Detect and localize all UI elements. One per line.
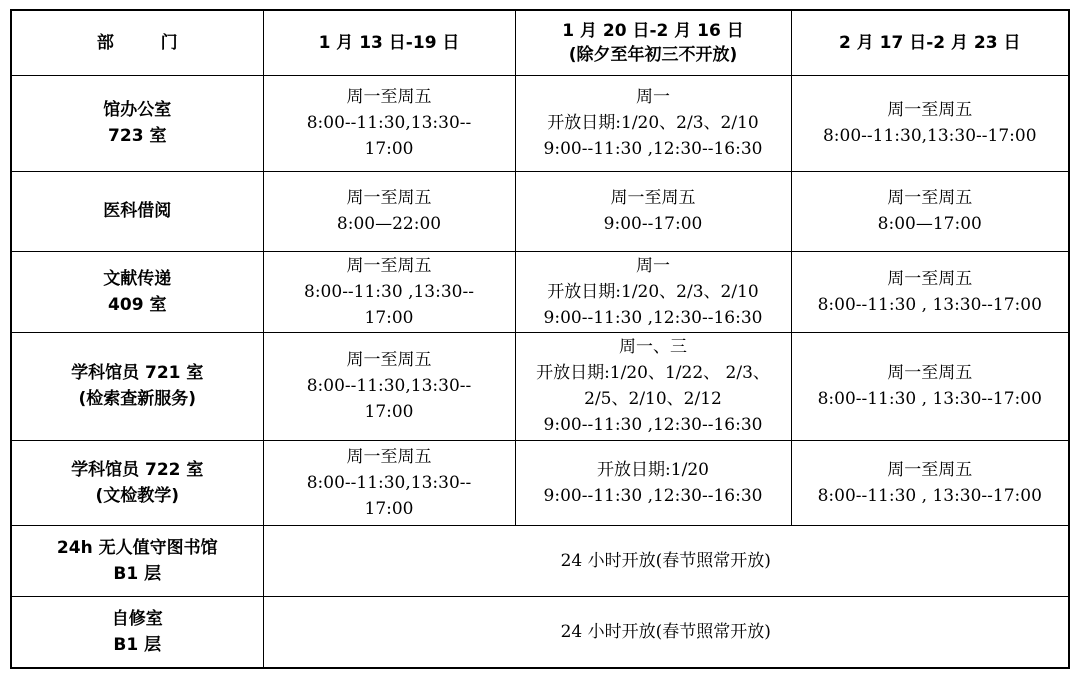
hours-line: 9:00--17:00 [603,214,703,234]
dept-cell [11,440,263,525]
period-3-cell [791,75,1069,171]
hours-line: 周一至周五 [887,459,973,480]
table-row [11,525,1069,596]
hours-line: 8:00--11:30 , 13:30--17:00 [817,485,1042,506]
dept-floor: B1 层 [113,634,162,655]
header-period-3-label: 2 月 17 日-2 月 23 日 [838,32,1021,53]
hours-line: 8:00--11:30 ,13:30-- [304,281,474,302]
dept-cell [11,596,263,668]
period-1-cell [263,251,515,332]
dept-cell [11,525,263,596]
hours-line: 周一至周五 [887,363,973,383]
table-row [11,332,1069,440]
hours-line: 周一至周五 [887,100,973,120]
dept-cell [11,75,263,171]
header-row [11,10,1069,75]
period-3-cell [791,440,1069,525]
period-1-cell [263,332,515,440]
period-1-cell [263,75,515,171]
hours-line: 周一 [636,87,670,107]
hours-line: 2/5、2/10、2/12 [584,389,722,409]
table-row [11,171,1069,251]
header-period-3 [791,10,1069,75]
dept-cell [11,251,263,332]
hours-line: 周一至周五 [887,188,973,208]
period-3-cell [791,332,1069,440]
hours-line: 8:00—22:00 [336,214,442,234]
hours-line: 8:00--11:30 , 13:30--17:00 [817,294,1042,315]
hours-line: 周一至周五 [346,188,432,208]
dept-room: 723 室 [108,126,167,146]
period-2-cell [515,332,791,440]
dept-name: 学科馆员 721 室 [71,363,204,383]
hours-line: 8:00--11:30,13:30-- [306,472,472,493]
hours-line: 8:00--11:30,13:30-- [306,113,472,133]
dept-name: 24h 无人值守图书馆 [56,537,218,558]
header-period-1 [263,10,515,75]
header-period-2 [515,10,791,75]
hours-line: 24 小时开放(春节照常开放) [560,621,771,642]
hours-line: 17:00 [364,402,414,422]
dept-room: 409 室 [108,294,167,315]
period-2-cell [515,440,791,525]
hours-line: 周一至周五 [610,188,696,208]
hours-line: 周一、三 [619,337,687,357]
table-row [11,251,1069,332]
header-period-2-line2: (除夕至年初三不开放) [568,44,738,65]
hours-line: 8:00--11:30,13:30--17:00 [822,126,1037,146]
hours-line: 24 小时开放(春节照常开放) [560,550,771,571]
hours-line: 开放日期:1/20、1/22、 2/3、 [536,363,770,383]
table-row [11,596,1069,668]
hours-line: 周一至周五 [346,350,432,370]
dept-name: 医科借阅 [103,201,172,221]
hours-line: 周一至周五 [346,255,432,276]
hours-line: 周一至周五 [346,446,432,467]
dept-floor: B1 层 [113,563,162,584]
dept-name: 文献传递 [103,268,172,289]
hours-line: 周一 [636,255,670,276]
header-period-2-line1: 1 月 20 日-2 月 16 日 [562,20,744,41]
period-1-cell [263,171,515,251]
hours-line: 9:00--11:30 ,12:30--16:30 [543,307,763,328]
table-row [11,75,1069,171]
dept-name: 馆办公室 [103,100,172,120]
dept-name: 学科馆员 722 室 [71,459,204,480]
opening-hours-table [10,9,1070,669]
merged-hours-cell [263,525,1069,596]
hours-line: 开放日期:1/20、2/3、2/10 [547,113,759,133]
period-2-cell [515,251,791,332]
dept-cell [11,332,263,440]
table-row [11,440,1069,525]
hours-line: 8:00—17:00 [877,214,982,234]
hours-line: 周一至周五 [887,268,973,289]
merged-hours-cell [263,596,1069,668]
hours-line: 开放日期:1/20 [597,459,709,480]
hours-line: 17:00 [364,307,414,328]
period-1-cell [263,440,515,525]
hours-line: 开放日期:1/20、2/3、2/10 [547,281,759,302]
period-2-cell [515,171,791,251]
hours-line: 9:00--11:30 ,12:30--16:30 [543,485,763,506]
hours-line: 9:00--11:30 ,12:30--16:30 [543,415,763,435]
hours-line: 17:00 [364,498,414,519]
period-3-cell [791,251,1069,332]
hours-line: 8:00--11:30 , 13:30--17:00 [817,389,1042,409]
dept-name: 自修室 [111,608,163,629]
period-2-cell [515,75,791,171]
dept-note: (文检教学) [95,485,180,506]
header-period-1-label: 1 月 13 日-19 日 [318,32,460,53]
header-dept-label: 部 门 [96,32,198,53]
hours-line: 8:00--11:30,13:30-- [306,376,472,396]
hours-line: 周一至周五 [346,87,432,107]
dept-cell [11,171,263,251]
dept-note: (检索查新服务) [78,389,197,409]
header-dept [11,10,263,75]
hours-line: 17:00 [364,139,414,159]
period-3-cell [791,171,1069,251]
hours-line: 9:00--11:30 ,12:30--16:30 [543,139,763,159]
